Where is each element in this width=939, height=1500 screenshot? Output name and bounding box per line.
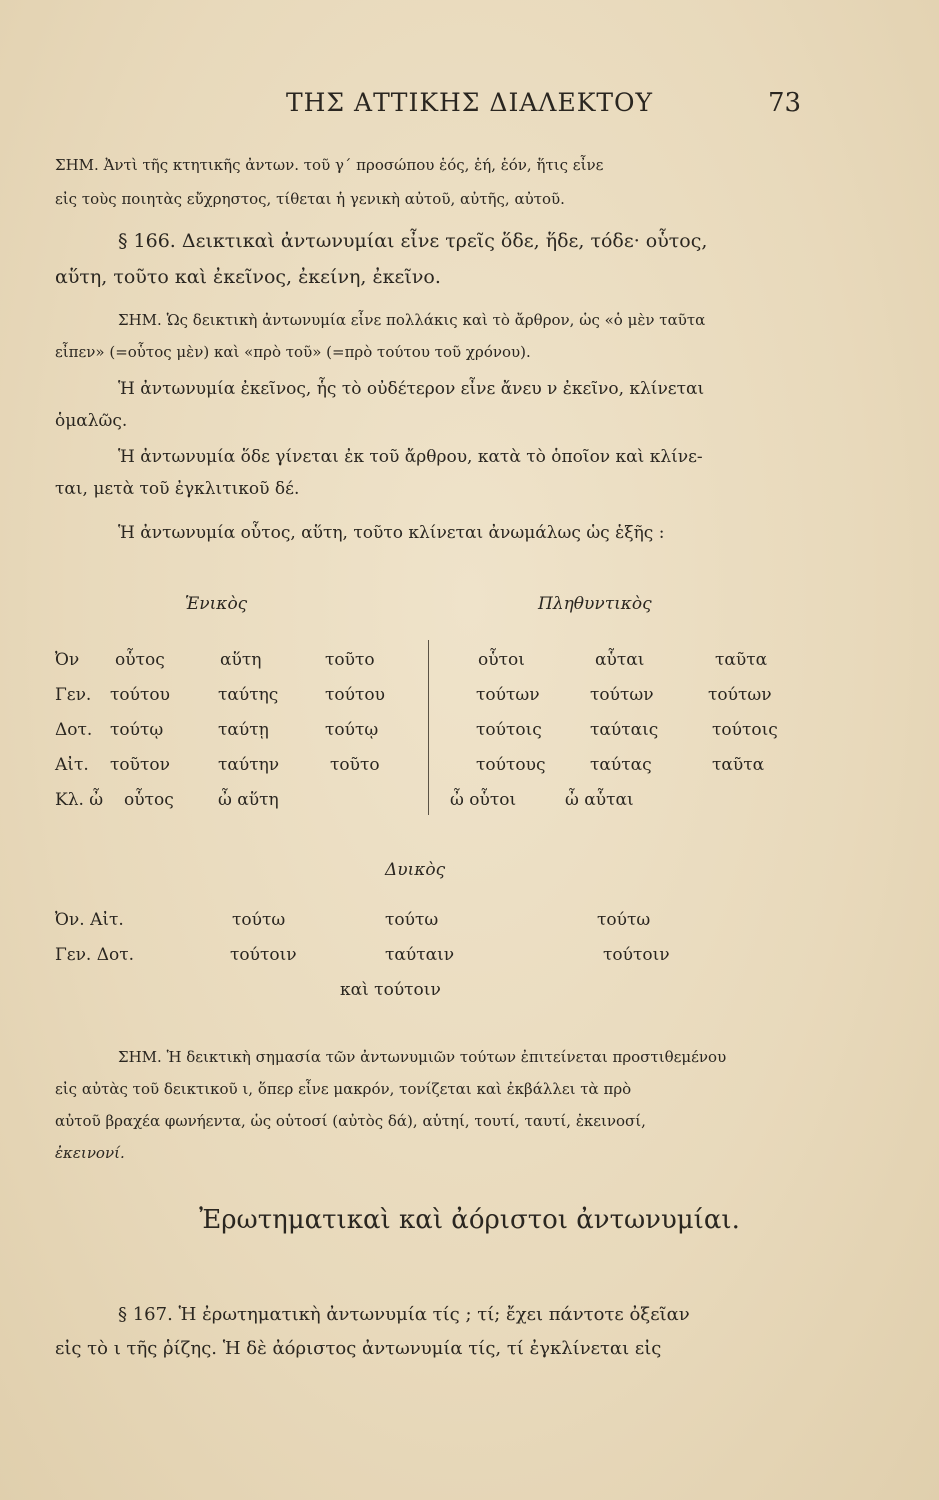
- dual-extra: καὶ τούτοιν: [340, 980, 441, 1000]
- case-label: Γεν. Δοτ.: [55, 945, 135, 965]
- note-2-line-2: εἶπεν» (=οὗτος μὲν) καὶ «πρὸ τοῦ» (=πρὸ τούτου τοῦ χρόνου).: [55, 343, 531, 361]
- section-167-line-1: § 167. Ἡ ἐρωτηματικὴ ἀντωνυμία τίς ; τί; ἔχει πάντοτε ὀξεῖαν: [118, 1304, 690, 1325]
- note-3-line-3: αὐτοῦ βραχέα φωνήεντα, ὡς οὑτοσί (αὐτὸς δά), αὑτηί, τουτί, ταυτί, ἐκεινοσί,: [55, 1112, 646, 1130]
- section-167-line-2: εἰς τὸ ι τῆς ῥίζης. Ἡ δὲ ἀόριστος ἀντωνυμία τίς, τί ἐγκλίνεται εἰς: [55, 1338, 662, 1359]
- page-number: 73: [768, 88, 802, 118]
- note-2-line-1: ΣΗΜ. Ὡς δεικτικὴ ἀντωνυμία εἶνε πολλάκις καὶ τὸ ἄρθρον, ὡς «ὁ μὲν ταῦτα: [118, 311, 706, 329]
- table-cell: οὗτοι: [478, 650, 525, 670]
- dual-heading: Δυικὸς: [385, 860, 446, 880]
- table-cell: τοῦτο: [325, 650, 375, 670]
- table-cell: τοῦτο: [330, 755, 380, 775]
- table-cell: τούτου: [325, 685, 385, 705]
- table-cell: τούτω: [232, 910, 286, 930]
- singular-heading: Ἑνικὸς: [185, 594, 248, 614]
- section-heading: Ἐρωτηματικαὶ καὶ ἀόριστοι ἀντωνυμίαι.: [199, 1205, 740, 1235]
- case-label: Δοτ.: [55, 720, 93, 740]
- table-cell: τούτων: [708, 685, 772, 705]
- table-cell: τούτων: [590, 685, 654, 705]
- table-cell: ταύταιν: [385, 945, 455, 965]
- table-cell: αὗται: [595, 650, 645, 670]
- table-cell: τούτῳ: [110, 720, 164, 740]
- table-cell: αὕτη: [220, 650, 262, 670]
- table-cell: ταύτῃ: [218, 720, 269, 740]
- paragraph-1-line-1: Ἡ ἀντωνυμία ἐκεῖνος, ἧς τὸ οὐδέτερον εἶνε ἄνευ ν ἐκεῖνο, κλίνεται: [118, 379, 705, 399]
- note-3-line-2: εἰς αὐτὰς τοῦ δεικτικοῦ ι, ὅπερ εἶνε μακρόν, τονίζεται καὶ ἐκβάλλει τὰ πρὸ: [55, 1080, 632, 1098]
- table-cell: τούτῳ: [325, 720, 379, 740]
- table-cell: οὗτος: [115, 650, 165, 670]
- note-1-line-1: ΣΗΜ. Ἀντὶ τῆς κτητικῆς ἀντων. τοῦ γ΄ προσώπου ἑός, ἑή, ἑόν, ἥτις εἶνε: [55, 156, 604, 174]
- case-label: Ὀν. Αἰτ.: [55, 910, 124, 930]
- table-cell: τούτοιν: [230, 945, 297, 965]
- plural-heading: Πληθυντικὸς: [538, 594, 652, 614]
- table-cell: τούτων: [476, 685, 540, 705]
- table-divider: [428, 640, 429, 815]
- table-cell: τούτω: [385, 910, 439, 930]
- case-label: Κλ. ὦ: [55, 790, 104, 810]
- table-cell: τούτω: [597, 910, 651, 930]
- table-cell: ταύταις: [590, 720, 659, 740]
- running-header: ΤΗΣ ΑΤΤΙΚΗΣ ΔΙΑΛΕΚΤΟΥ: [285, 88, 654, 117]
- table-cell: οὗτος: [124, 790, 174, 810]
- table-cell: ταῦτα: [715, 650, 768, 670]
- table-cell: ταύτην: [218, 755, 280, 775]
- paragraph-2-line-2: ται, μετὰ τοῦ ἐγκλιτικοῦ δέ.: [55, 479, 300, 499]
- table-cell: τοῦτον: [110, 755, 170, 775]
- case-label: Γεν.: [55, 685, 92, 705]
- section-166-line-1: § 166. Δεικτικαὶ ἀντωνυμίαι εἶνε τρεῖς ὅδε, ἥδε, τόδε· οὗτος,: [118, 230, 708, 252]
- note-1-line-2: εἰς τοὺς ποιητὰς εὔχρηστος, τίθεται ἡ γενικὴ αὐτοῦ, αὐτῆς, αὐτοῦ.: [55, 190, 565, 208]
- table-cell: ταύτας: [590, 755, 652, 775]
- case-label: Ὀν: [55, 650, 80, 670]
- note-3-line-4: ἐκεινονί.: [55, 1144, 125, 1162]
- note-3-line-1: ΣΗΜ. Ἡ δεικτικὴ σημασία τῶν ἀντωνυμιῶν τούτων ἐπιτείνεται προστιθεμένου: [118, 1048, 727, 1066]
- table-cell: τούτοιν: [603, 945, 670, 965]
- table-cell: ταῦτα: [712, 755, 765, 775]
- paragraph-3: Ἡ ἀντωνυμία οὗτος, αὕτη, τοῦτο κλίνεται ἀνωμάλως ὡς ἑξῆς :: [118, 523, 665, 543]
- table-cell: τούτους: [476, 755, 546, 775]
- table-cell: τούτοις: [476, 720, 542, 740]
- table-cell: τούτοις: [712, 720, 778, 740]
- section-166-line-2: αὕτη, τοῦτο καὶ ἐκεῖνος, ἐκείνη, ἐκεῖνο.: [55, 266, 441, 288]
- paragraph-1-line-2: ὁμαλῶς.: [55, 411, 128, 431]
- table-cell: ταύτης: [218, 685, 279, 705]
- table-cell: ὦ αὕτη: [218, 790, 279, 810]
- table-cell: ὦ αὗται: [565, 790, 634, 810]
- paragraph-2-line-1: Ἡ ἀντωνυμία ὅδε γίνεται ἐκ τοῦ ἄρθρου, κατὰ τὸ ὁποῖον καὶ κλίνε-: [118, 447, 703, 467]
- table-cell: τούτου: [110, 685, 170, 705]
- case-label: Αἰτ.: [55, 755, 89, 775]
- table-cell: ὦ οὗτοι: [450, 790, 517, 810]
